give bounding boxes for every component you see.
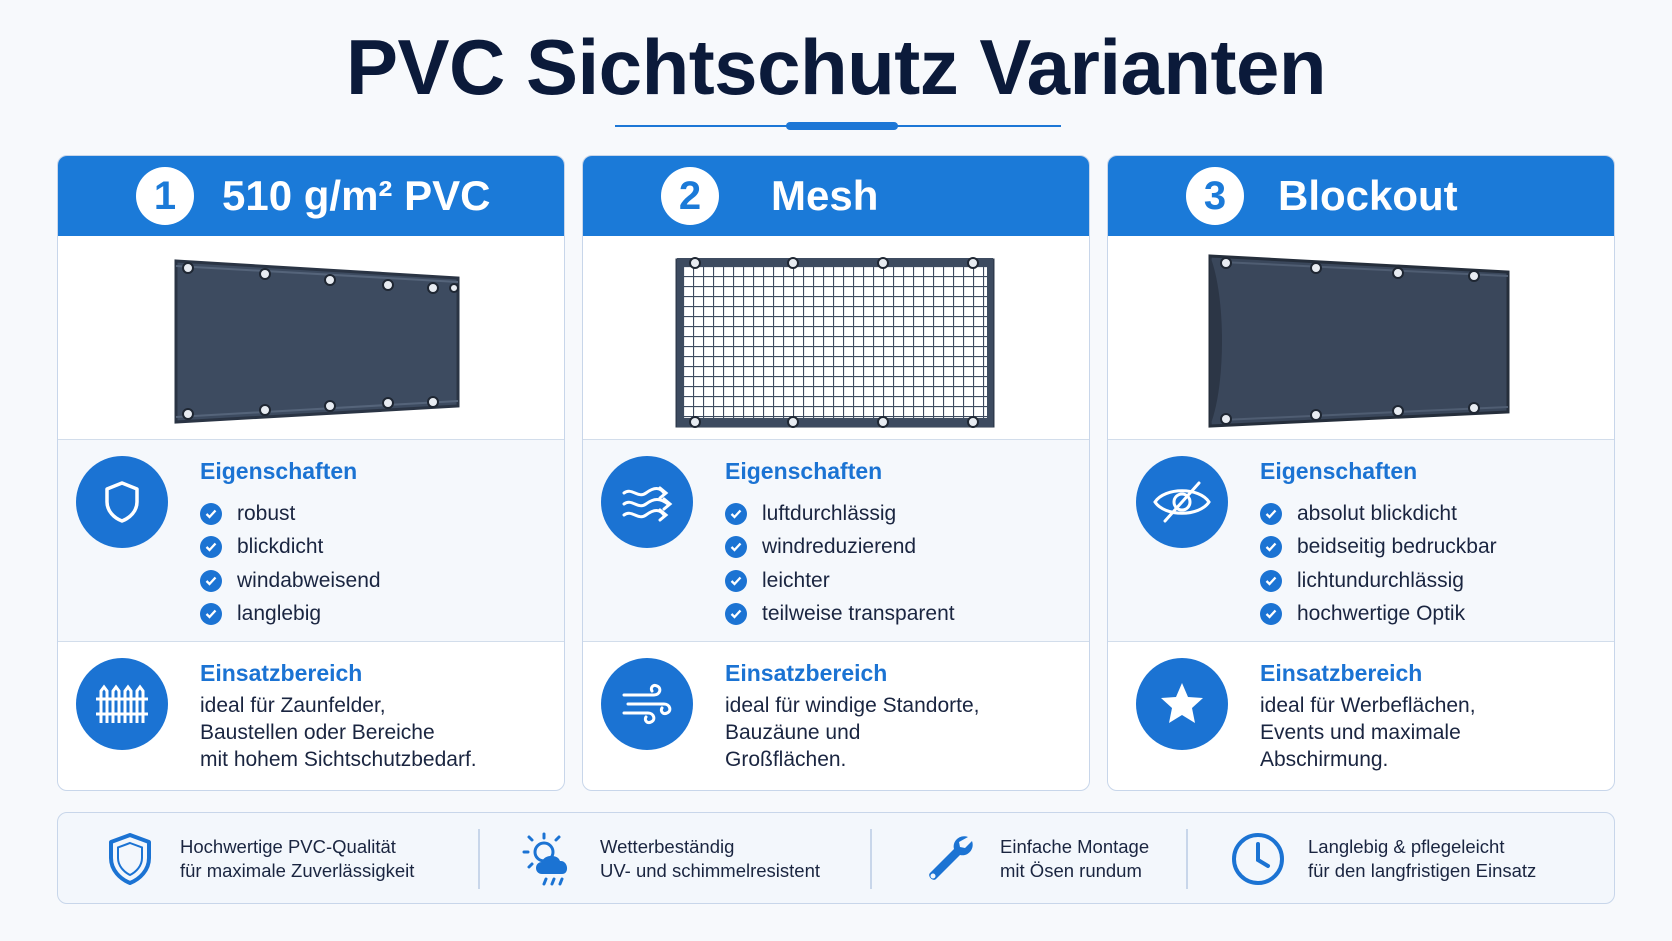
variant-number: 1 (136, 167, 194, 225)
check-icon (200, 503, 222, 525)
usage-description: ideal für windige Standorte, Bauzäune und Großflächen. (725, 694, 980, 771)
page-title: PVC Sichtschutz Varianten (345, 23, 1327, 111)
check-icon (1260, 503, 1282, 525)
clock-icon (1228, 829, 1288, 889)
property-item: blickdicht (200, 531, 381, 565)
properties-list (725, 497, 955, 631)
usage-heading: Einsatzbereich (725, 660, 888, 686)
property-item: windabweisend (200, 564, 381, 598)
variant-card-mesh (582, 155, 1090, 791)
star-icon (1136, 658, 1228, 750)
variant-card-pvc (57, 155, 565, 791)
usage-description: ideal für Werbeflächen, Events und maximale Abschirmung. (1260, 694, 1476, 771)
property-item: leichter (725, 564, 955, 598)
properties-section (1108, 440, 1614, 642)
fence-icon (76, 658, 168, 750)
variant-number: 2 (661, 167, 719, 225)
usage-heading: Einsatzbereich (1260, 660, 1423, 686)
usage-section (1108, 642, 1614, 790)
card-header (58, 156, 564, 236)
feature-text: Hochwertige PVC-Qualität für maximale Zuverlässigkeit (180, 836, 415, 881)
properties-list (200, 497, 381, 631)
check-icon (200, 570, 222, 592)
properties-section (58, 440, 564, 642)
feature-divider (1186, 829, 1188, 889)
properties-heading: Eigenschaften (725, 458, 883, 484)
property-item: langlebig (200, 598, 381, 632)
shield-icon (76, 456, 168, 548)
check-icon (1260, 570, 1282, 592)
shield-icon (100, 829, 160, 889)
check-icon (725, 503, 747, 525)
feature-mounting (920, 813, 1149, 905)
properties-heading: Eigenschaften (1260, 458, 1418, 484)
property-item: beidseitig bedruckbar (1260, 531, 1497, 565)
feature-divider (870, 829, 872, 889)
check-icon (725, 570, 747, 592)
feature-weather (520, 813, 820, 905)
feature-text: Wetterbeständig UV- und schimmelresistent (600, 836, 821, 881)
title-divider-accent (786, 122, 898, 130)
properties-section (583, 440, 1089, 642)
feature-quality (100, 813, 414, 905)
usage-section (58, 642, 564, 790)
usage-description: ideal für Zaunfelder, Baustellen oder Bereiche mit hohem Sichtschutzbedarf. (200, 694, 477, 771)
check-icon (1260, 603, 1282, 625)
feature-text: Einfache Montage mit Ösen rundum (1000, 836, 1150, 881)
feature-bar (57, 812, 1615, 904)
property-item: teilweise transparent (725, 598, 955, 632)
check-icon (200, 603, 222, 625)
wrench-icon (920, 829, 980, 889)
check-icon (725, 536, 747, 558)
wind-icon (601, 658, 693, 750)
property-item: luftdurchlässig (725, 497, 955, 531)
weather-icon (520, 829, 580, 889)
property-item: windreduzierend (725, 531, 955, 565)
property-item: hochwertige Optik (1260, 598, 1497, 632)
solid-pvc-banner-image (58, 236, 564, 440)
property-item: lichtundurchlässig (1260, 564, 1497, 598)
card-header (1108, 156, 1614, 236)
variant-title: 510 g/m² PVC (222, 172, 491, 219)
feature-divider (478, 829, 480, 889)
variant-title: Mesh (771, 172, 879, 219)
check-icon (725, 603, 747, 625)
properties-heading: Eigenschaften (200, 458, 358, 484)
blockout-banner-image (1108, 236, 1614, 440)
variant-card-blockout (1107, 155, 1615, 791)
property-item: robust (200, 497, 381, 531)
airflow-icon (601, 456, 693, 548)
usage-heading: Einsatzbereich (200, 660, 363, 686)
variant-title: Blockout (1278, 172, 1458, 219)
eye-off-icon (1136, 456, 1228, 548)
properties-list (1260, 497, 1497, 631)
property-item: absolut blickdicht (1260, 497, 1497, 531)
card-header (583, 156, 1089, 236)
variant-number: 3 (1186, 167, 1244, 225)
usage-section (583, 642, 1089, 790)
feature-text: Langlebig & pflegeleicht für den langfristigen Einsatz (1308, 836, 1537, 881)
check-icon (1260, 536, 1282, 558)
mesh-banner-image (583, 236, 1089, 440)
check-icon (200, 536, 222, 558)
feature-durability (1228, 813, 1536, 905)
